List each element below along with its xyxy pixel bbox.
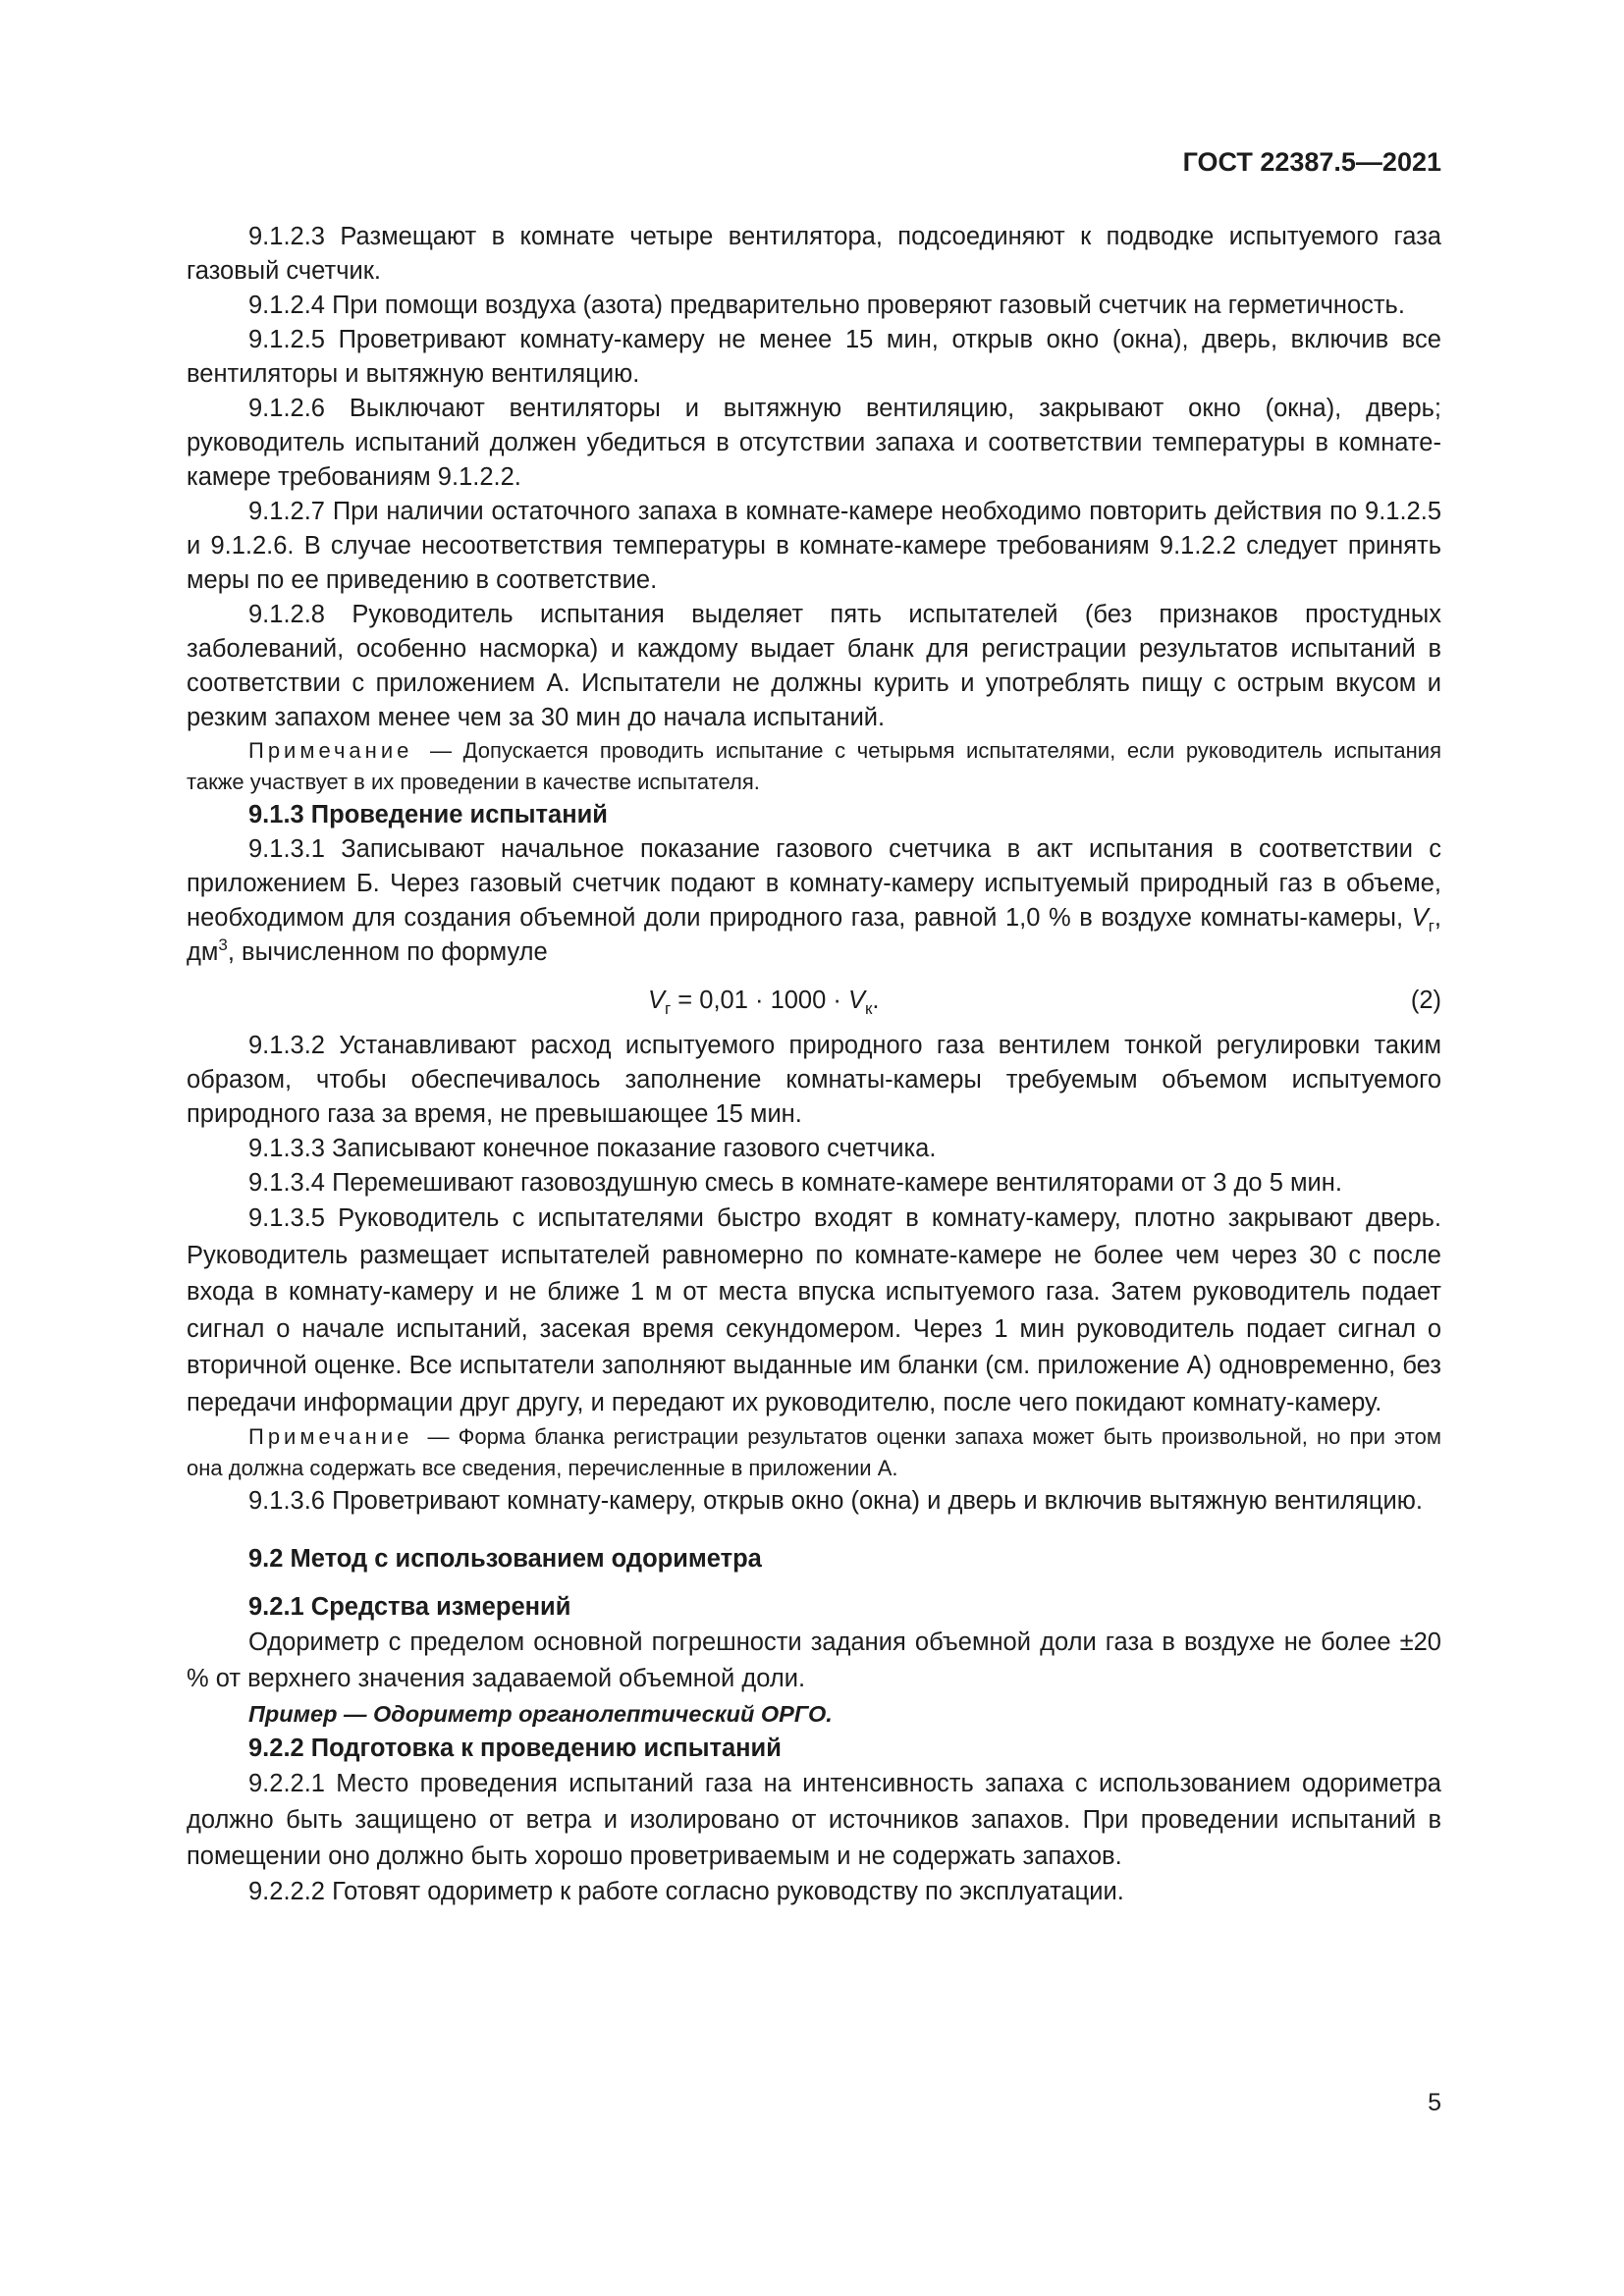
paragraph-9128: 9.1.2.8 Руководитель испытания выделяет пять испытателей (без признаков простудных заболеваний, особенно насморка) и каждому выдает бланк для регистрации результатов испытаний в соответствии с приложением А. Испытатели не должны курить и употреблять пищу с острым вкусом и резким запахом менее чем за 30 мин до начала испытаний. [187,601,1441,731]
document-header: ГОСТ 22387.5—2021 [1182,147,1441,177]
paragraph-9135: 9.1.3.5 Руководитель с испытателями быстро входят в комнату-камеру, плотно закрывают дверь. Руководитель размещает испытателей равномерно по комнате-камере не более чем через 30 с после входа в комнату-камеру и не ближе 1 м от места впуска испытуемого газа. Затем руководитель подает сигнал о начале испытаний, засекая время секундомером. Через 1 мин руководитель подает сигнал о вторичной оценке. Все испытатели заполняют выданные им бланки (см. приложение А) одновременно, без передачи информации друг другу, и передают их руководителю, после чего покидают комнату-камеру. [187,1204,1441,1416]
paragraph-9131-tail: , вычисленном по формуле [227,938,548,966]
formula-number: (2) [1410,987,1441,1014]
paragraph-9132: 9.1.3.2 Устанавливают расход испытуемого природного газа вентилем тонкой регулировки таким образом, чтобы обеспечивалось заполнение комнаты-камеры требуемым объемом испытуемого природного газа за время, не превышающее 15 мин. [187,1032,1441,1128]
note-1 [187,735,1441,798]
heading-922: 9.2.2 Подготовка к проведению испытаний [248,1735,782,1762]
note-label: Примечание [248,738,413,763]
note-label: Примечание [248,1424,413,1449]
page-body [187,147,1441,1909]
formula-end: . [872,987,880,1014]
unit-text: , дм [187,904,1441,966]
paragraph-9125: 9.1.2.5 Проветривают комнату-камеру не менее 15 мин, открыв окно (окна), дверь, включив все вентиляторы и вытяжную вентиляцию. [187,326,1441,388]
formula-rhs: V [847,987,865,1014]
unit-superscript: 3 [218,935,228,954]
paragraph-921: Одориметр с пределом основной погрешности задания объемной доли газа в воздухе не более ±20 % от верхнего значения задаваемой объемной доли. [187,1629,1441,1692]
paragraph-9124: 9.1.2.4 При помощи воздуха (азота) предварительно проверяют газовый счетчик на герметичность. [248,292,1405,319]
variable-v: V [1411,904,1429,932]
paragraph-9221: 9.2.2.1 Место проведения испытаний газа на интенсивность запаха с использованием одориметра должно быть защищено от ветра и изолировано от источников запахов. При проведении испытаний в помещении оно должно быть хорошо проветриваемым и не содержать запахов. [187,1770,1441,1870]
heading-92: 9.2 Метод с использованием одориметра [248,1545,762,1573]
note-text: — Форма бланка регистрации результатов оценки запаха может быть произвольной, но при этом она должна содержать все сведения, перечисленные в приложении А. [187,1424,1441,1480]
example-text: Пример — Одориметр органолептический ОРГО. [248,1701,833,1727]
variable-v-subscript: г [1428,917,1435,935]
note-text: — Допускается проводить испытание с четырьмя испытателями, если руководитель испытания также участвует в их проведении в качестве испытателя. [187,738,1441,794]
heading-913: 9.1.3 Проведение испытаний [248,801,608,828]
formula-lhs-sub: г [665,999,672,1018]
formula-expression [648,984,880,1018]
formula-lhs: V [648,987,666,1014]
paragraph-9133: 9.1.3.3 Записывают конечное показание газового счетчика. [248,1135,937,1162]
paragraph-9222: 9.2.2.2 Готовят одориметр к работе согласно руководству по эксплуатации. [248,1878,1124,1905]
paragraph-9126: 9.1.2.6 Выключают вентиляторы и вытяжную вентиляцию, закрывают окно (окна), дверь; руководитель испытаний должен убедиться в отсутствии запаха и соответствии температуры в комнате-камере требованиям 9.1.2.2. [187,395,1441,491]
paragraph-9136: 9.1.3.6 Проветривают комнату-камеру, открыв окно (окна) и дверь и включив вытяжную вентиляцию. [248,1487,1423,1515]
formula-2 [187,978,1441,1023]
page-number: 5 [1428,2089,1441,2116]
formula-rhs-sub: к [864,999,873,1018]
heading-921: 9.2.1 Средства измерений [248,1593,571,1621]
paragraph-9134: 9.1.3.4 Перемешивают газовоздушную смесь в комнате-камере вентиляторами от 3 до 5 мин. [248,1169,1342,1197]
paragraph-9131 [187,832,1441,970]
paragraph-9131-text: 9.1.3.1 Записывают начальное показание газового счетчика в акт испытания в соответствии с приложением Б. Через газовый счетчик подают в комнату-камеру испытуемый природный газ в объеме, необходимом для создания объемной доли природного газа, равной 1,0 % в воздухе комнаты-камеры, [187,835,1441,932]
formula-mid: = 0,01 · 1000 · [671,987,848,1014]
note-2 [187,1421,1441,1484]
paragraph-9123: 9.1.2.3 Размещают в комнате четыре вентилятора, подсоединяют к подводке испытуемого газа газовый счетчик. [187,223,1441,285]
paragraph-9127: 9.1.2.7 При наличии остаточного запаха в комнате-камере необходимо повторить действия по 9.1.2.5 и 9.1.2.6. В случае несоответствия температуры в комнате-камере требованиям 9.1.2.2 следует принять меры по ее приведению в соответствие. [187,498,1441,594]
